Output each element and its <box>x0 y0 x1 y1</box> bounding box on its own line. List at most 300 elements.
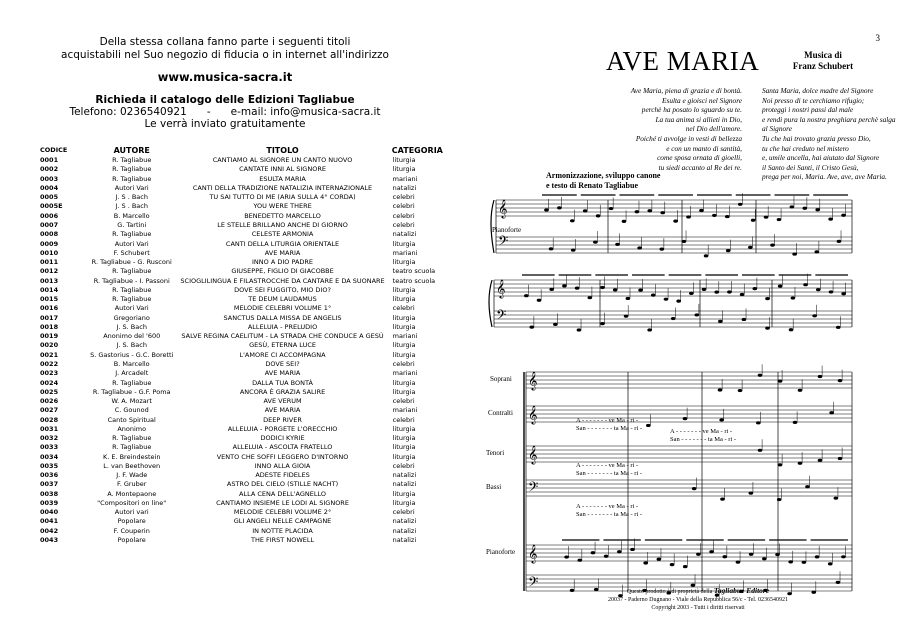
notehead <box>798 462 803 465</box>
table-row <box>40 499 450 508</box>
notehead <box>749 553 754 556</box>
row-code: 0040 <box>40 508 59 517</box>
notehead <box>788 560 793 563</box>
row-category: celebri <box>392 193 415 202</box>
notehead <box>818 375 823 378</box>
row-code: 0015 <box>40 295 59 304</box>
lyric-ave-3: A - - - - - - - ve Ma - ri - <box>576 462 639 469</box>
notehead <box>720 498 725 501</box>
lyric-line: e rendi pura la nostra preghiara perchè salga al Signore <box>762 114 896 134</box>
row-category: mariani <box>392 174 418 183</box>
row-code: 0008 <box>40 230 59 239</box>
row-title: TE DEUM LAUDAMUS <box>248 295 317 304</box>
row-title: DOVE SEI? <box>265 359 300 368</box>
row-code: 0009 <box>40 239 59 248</box>
row-author: R. Tagliabue <box>112 174 152 183</box>
row-author: J. Arcadelt <box>115 369 149 378</box>
lyric-line: prega per noi, Maria. Ave, ave, ave Maria. <box>762 172 887 182</box>
lyric-line: Poiché ti avvolge in vesti di bellezza <box>635 133 742 143</box>
notehead <box>524 294 529 297</box>
row-title: CANTIAMO AL SIGNORE UN CANTO NUOVO <box>212 156 353 165</box>
table-row <box>40 212 450 221</box>
notehead <box>828 562 833 565</box>
notehead <box>613 288 618 291</box>
separator: - <box>206 106 211 118</box>
row-code: 0004 <box>40 183 59 192</box>
notehead <box>646 424 651 427</box>
table-row <box>40 304 450 313</box>
row-category: liturgia <box>392 498 416 507</box>
row-category: natalizi <box>392 517 417 526</box>
notehead <box>600 322 605 325</box>
footer-brand: Tagliabue Editore <box>713 586 770 595</box>
row-category: liturgia <box>392 295 416 304</box>
label-pianoforte-2: Pianoforte <box>486 548 516 556</box>
row-title: DALLA TUA BONTÀ <box>252 378 313 387</box>
row-code: 0024 <box>40 378 59 387</box>
row-category: mariani <box>392 406 418 415</box>
notehead <box>624 315 629 318</box>
row-category: liturgia <box>392 239 416 248</box>
table-row <box>40 490 450 499</box>
table-row <box>40 221 450 230</box>
notehead <box>756 421 761 424</box>
row-title: GESÙ, ETERNA LUCE <box>249 341 316 350</box>
intro-line-2: acquistabili nel Suo negozio di fiducia o in internet all'indirizzo <box>61 49 389 61</box>
notehead <box>792 252 797 255</box>
row-code: 0020 <box>40 341 59 350</box>
lyric-san-4: San - - - - - - - ta Ma - ri - <box>576 511 643 518</box>
notehead <box>553 323 558 326</box>
row-category: celebri <box>392 304 415 313</box>
notehead <box>596 214 601 217</box>
row-category: liturgia <box>392 434 416 443</box>
row-author: R. Tagliabue <box>112 267 152 276</box>
notehead <box>738 389 743 392</box>
notehead <box>557 206 562 209</box>
row-code: 0014 <box>40 285 59 294</box>
notehead <box>564 555 569 558</box>
row-author: Canto Spiritual <box>107 415 156 424</box>
row-author: K. E. Breindestein <box>102 452 161 461</box>
row-code: 0027 <box>40 406 59 415</box>
table-row <box>40 369 450 378</box>
notehead <box>778 285 783 288</box>
row-author: Popolare <box>117 517 146 526</box>
row-category: natalizi <box>392 230 417 239</box>
row-title: SCIOGLILINGUA E FILASTROCCHE DA CANTARE E DA SUONARE <box>180 276 385 285</box>
row-code: 0005E <box>40 202 63 211</box>
notehead <box>671 317 676 320</box>
notehead <box>727 290 732 293</box>
notehead <box>765 327 770 330</box>
row-category: liturgia <box>392 313 416 322</box>
row-category: liturgia <box>392 156 416 165</box>
table-row <box>40 230 450 239</box>
lyric-line: nel Dio dell'amore. <box>685 124 742 134</box>
notehead <box>793 421 798 424</box>
treble-clef-icon: 𝄞 <box>496 279 506 298</box>
intro-text <box>20 36 430 62</box>
notehead <box>753 287 758 290</box>
label-soprani: Soprani <box>490 375 512 383</box>
row-title: ALLELUIA - PRELUDIO <box>247 322 318 331</box>
row-code: 0035 <box>40 461 59 470</box>
label-tenori: Tenori <box>486 449 505 457</box>
email[interactable]: e-mail: info@musica-sacra.it <box>230 106 381 118</box>
notehead <box>617 550 622 553</box>
row-category: liturgia <box>392 443 416 452</box>
row-code: 0041 <box>40 517 59 526</box>
treble-clef-icon: 𝄞 <box>528 405 538 424</box>
row-title: DODICI KYRIE <box>260 434 305 443</box>
table-row <box>40 471 450 480</box>
table-row <box>40 341 450 350</box>
row-author: J. S . Bach <box>115 202 148 211</box>
row-title: GIUSEPPE, FIGLIO DI GIACOBBE <box>231 267 334 276</box>
row-code: 0007 <box>40 220 59 229</box>
notehead <box>635 210 640 213</box>
row-title: CANTI DELLA TRADIZIONE NATALIZIA INTERNAZIONALE <box>192 183 373 192</box>
table-row <box>40 165 450 174</box>
notehead <box>841 292 846 295</box>
table-row <box>40 258 450 267</box>
notehead <box>593 240 598 243</box>
composer-line-2: Franz Schubert <box>792 61 854 71</box>
notehead <box>591 551 596 554</box>
row-category: mariani <box>392 332 418 341</box>
row-author: Popolare <box>117 536 146 545</box>
table-row <box>40 295 450 304</box>
row-title: CANTATE INNI AL SIGNORE <box>239 165 326 174</box>
row-category: celebri <box>392 220 415 229</box>
row-category: liturgia <box>392 322 416 331</box>
notehead <box>742 318 747 321</box>
row-title: DOVE SEI FUGGITO, MIO DIO? <box>234 285 331 294</box>
notehead <box>828 218 833 221</box>
contact-line <box>20 106 430 118</box>
row-author: Autori Vari <box>114 183 149 192</box>
lyric-line: Tu che hai trovato grazia presso Dio, <box>762 133 871 143</box>
row-author: F. Schubert <box>113 248 150 257</box>
notehead <box>562 284 567 287</box>
notehead <box>702 288 707 291</box>
row-author: J. S . Bach <box>115 193 148 202</box>
row-author: C. Gounod <box>114 406 149 415</box>
notehead <box>583 209 588 212</box>
table-row <box>40 388 450 397</box>
lyric-line: e con un manto di santità, <box>666 143 742 153</box>
row-category: liturgia <box>392 341 416 350</box>
row-code: 0002 <box>40 165 59 174</box>
row-author: R. Tagliabue - G. Rusconi <box>91 258 172 267</box>
notehead <box>647 328 652 331</box>
row-title: TU SAI TUTTO DI ME (ARIA SULLA 4° CORDA) <box>209 193 356 202</box>
footer-owner-text: Questo prodotto è di proprietà della <box>626 589 713 595</box>
notehead <box>829 290 834 293</box>
row-category: natalizi <box>392 471 417 480</box>
row-title: IN NOTTE PLACIDA <box>252 526 313 535</box>
notehead <box>726 249 731 252</box>
header-codice: CODICE <box>40 146 68 154</box>
brace <box>489 280 492 327</box>
row-author: Autori vari <box>114 508 149 517</box>
notehead <box>791 296 796 299</box>
table-row <box>40 462 450 471</box>
table-row <box>40 508 450 517</box>
lyric-line: come sposa ornata di gioelli, <box>657 153 742 163</box>
table-row <box>40 175 450 184</box>
table-row <box>40 286 450 295</box>
treble-clef-icon: 𝄞 <box>528 371 538 390</box>
notehead <box>638 288 643 291</box>
row-title: AVE MARIA <box>264 406 301 415</box>
treble-clef-icon: 𝄞 <box>528 544 538 563</box>
notehead <box>588 296 593 299</box>
row-author: R. Tagliabue - I. Passoni <box>93 276 170 285</box>
notehead <box>714 291 719 294</box>
intro-line-1: Della stessa collana fanno parte i seguenti titoli <box>99 36 351 48</box>
notehead <box>816 288 821 291</box>
row-category: liturgia <box>392 489 416 498</box>
row-category: mariani <box>392 369 418 378</box>
notehead <box>670 563 675 566</box>
row-code: 0017 <box>40 313 59 322</box>
row-code: 0021 <box>40 350 59 359</box>
row-author: J. F. Wade <box>116 471 148 480</box>
notehead <box>704 254 709 257</box>
row-title: INNO A DIO PADRE <box>252 258 314 267</box>
notehead <box>834 497 839 500</box>
lyric-line: il Santo dei Santi, il Cristo Gesù, <box>762 162 859 172</box>
row-category: celebri <box>392 202 415 211</box>
notehead <box>802 207 807 210</box>
row-author: F. Gruber <box>117 480 147 489</box>
table-row <box>40 249 450 258</box>
notehead <box>637 246 642 249</box>
row-author: R. Tagliabue <box>112 434 152 443</box>
row-code: 0010 <box>40 248 59 257</box>
notehead <box>803 283 808 286</box>
notehead <box>660 211 665 214</box>
table-row <box>40 276 450 285</box>
row-category: liturgia <box>392 165 416 174</box>
bass-clef-icon: 𝄢 <box>528 574 539 593</box>
row-category: celebri <box>392 397 415 406</box>
table-row <box>40 202 450 211</box>
row-category: liturgia <box>392 424 416 433</box>
notehead <box>789 328 794 331</box>
notehead <box>837 240 842 243</box>
table-row <box>40 378 450 387</box>
row-author: Autori Vari <box>114 304 149 313</box>
notehead <box>749 492 754 495</box>
row-category: natalizi <box>392 183 417 192</box>
row-title: GLI ANGELI NELLE CAMPAGNE <box>233 517 332 526</box>
row-code: 0016 <box>40 304 59 313</box>
footer-line-3: Copyright 2003 - Tutti i diritti riservati <box>651 605 745 611</box>
lyric-line: Noi presso di te cerchiamo rifugio; <box>762 95 865 105</box>
row-code: 0037 <box>40 480 59 489</box>
notehead <box>683 417 688 420</box>
lyric-line: Ave Maria, piena di grazia e di bontà. <box>630 86 742 95</box>
row-author: W. A. Mozart <box>111 397 152 406</box>
notehead <box>544 208 549 211</box>
row-category: liturgia <box>392 350 416 359</box>
catalog-info <box>20 94 430 130</box>
notehead <box>696 553 701 556</box>
treble-clef-icon: 𝄞 <box>528 445 538 464</box>
table-header <box>40 144 450 156</box>
treble-clef-icon: 𝄞 <box>498 199 508 218</box>
table-row <box>40 517 450 526</box>
table-row <box>40 453 450 462</box>
table-row <box>40 267 450 276</box>
notehead <box>777 218 782 221</box>
lyric-line: tu siedi accanto al Re dei re. <box>658 162 742 172</box>
footer-line-2: 20037 - Paderno Dugnano - Viale della Repubblica 56/c - Tel. 0236540921 <box>608 597 788 603</box>
notehead <box>838 379 843 382</box>
composer-line-1: Musica di <box>804 50 842 60</box>
row-title: CELESTE ARMONIA <box>251 230 314 239</box>
notehead <box>673 220 678 223</box>
notehead <box>604 555 609 558</box>
header-categoria: CATEGORIA <box>391 145 443 155</box>
row-title: CANTI DELLA LITURGIA ORIENTALE <box>225 239 340 248</box>
lyric-line: La tua anima si allieti in Dio, <box>655 114 742 124</box>
notehead <box>683 565 688 568</box>
row-title: ALLELUIA - PORGETE L'ORECCHIO <box>227 424 338 433</box>
row-code: 0006 <box>40 211 59 220</box>
label-bassi: Bassi <box>486 483 502 491</box>
notehead <box>651 294 656 297</box>
row-category: natalizi <box>392 526 417 535</box>
lyric-ave-1: A - - - - - - - ve Ma - ri - <box>576 417 639 424</box>
lyric-ave-2: A - - - - - - - ve Ma - ri - <box>670 428 733 435</box>
header-titolo: TITOLO <box>266 145 299 155</box>
row-category: liturgia <box>392 258 416 267</box>
notehead <box>709 550 714 553</box>
notehead <box>775 553 780 556</box>
notehead <box>758 449 763 452</box>
lyric-line: proteggi i nostri passi dal male <box>762 105 854 115</box>
table-row <box>40 332 450 341</box>
notehead <box>689 292 694 295</box>
row-code: 0025 <box>40 387 59 396</box>
table-row <box>40 415 450 424</box>
row-author: A. Montepaone <box>107 489 157 498</box>
notehead <box>838 457 843 460</box>
sent-line: Le verrà inviato gratuitamente <box>144 118 306 130</box>
notehead <box>577 559 582 562</box>
row-author: Anonimo del '600 <box>103 332 161 341</box>
table-row <box>40 360 450 369</box>
notehead <box>725 215 730 218</box>
sheet-music <box>450 0 900 637</box>
row-category: liturgia <box>392 285 416 294</box>
notehead <box>600 286 605 289</box>
row-code: 0005 <box>40 193 59 202</box>
row-code: 0022 <box>40 359 59 368</box>
notehead <box>676 300 681 303</box>
row-code: 0042 <box>40 526 59 535</box>
row-code: 0001 <box>40 156 59 165</box>
row-category: mariani <box>392 248 418 257</box>
notehead <box>841 214 846 217</box>
table-row <box>40 397 450 406</box>
row-category: natalizi <box>392 536 417 545</box>
row-author: R. Tagliabue - G.F. Poma <box>92 387 171 396</box>
notehead <box>549 247 554 250</box>
row-category: celebri <box>392 359 415 368</box>
notehead <box>686 215 691 218</box>
notehead <box>549 288 554 291</box>
table-row <box>40 156 450 165</box>
website-link[interactable]: www.musica-sacra.it <box>157 70 293 84</box>
credit-line-2: e testo di Renato Tagliabue <box>546 181 639 190</box>
notehead <box>692 487 697 490</box>
bass-clef-icon: 𝄢 <box>498 233 509 252</box>
notehead <box>630 548 635 551</box>
table-row <box>40 527 450 536</box>
row-category: celebri <box>392 415 415 424</box>
row-author: Autori Vari <box>114 239 149 248</box>
table-row <box>40 193 450 202</box>
table-row <box>40 184 450 193</box>
notehead <box>659 248 664 251</box>
row-author: R. Tagliabue <box>112 230 152 239</box>
lyric-line: perchè ha posato lo sguardo su te. <box>641 105 742 115</box>
row-author: B. Marcello <box>113 359 150 368</box>
lyric-line: Santa Maria, dolce madre del Signore <box>762 86 874 95</box>
row-author: "Compositori on line" <box>97 498 167 507</box>
table-row <box>40 425 450 434</box>
lyric-san-2: San - - - - - - - ta Ma - ri - <box>670 436 737 443</box>
row-author: R. Tagliabue <box>112 156 152 165</box>
row-category: teatro scuola <box>392 267 436 276</box>
row-title: THE FIRST NOWELL <box>250 536 315 545</box>
notehead <box>802 561 807 564</box>
catalog-table <box>40 144 450 545</box>
row-author: R. Tagliabue <box>112 443 152 452</box>
table-row <box>40 536 450 545</box>
header-autore: AUTORE <box>113 145 150 155</box>
row-code: 0039 <box>40 498 59 507</box>
row-title: MELODIE CELEBRI VOLUME 2° <box>233 508 332 517</box>
row-title: CANTIAMO INSIEME LE LODI AL SIGNORE <box>216 498 349 507</box>
catalog-line: Richieda il catalogo delle Edizioni Tagliabue <box>95 94 355 106</box>
notehead <box>790 205 795 208</box>
row-category: liturgia <box>392 378 416 387</box>
row-author: R. Tagliabue <box>112 295 152 304</box>
row-code: 0033 <box>40 443 59 452</box>
notehead <box>643 561 648 564</box>
notehead <box>818 459 823 462</box>
lyric-line: e, umile ancella, hai aiutato dal Signore <box>762 153 880 163</box>
notehead <box>609 207 614 210</box>
row-author: J. S. Bach <box>116 322 147 331</box>
row-title: ADESTE FIDELES <box>255 471 310 480</box>
notehead <box>626 297 631 300</box>
row-title: ESULTA MARIA <box>259 174 306 183</box>
notehead <box>770 244 775 247</box>
row-author: J. S. Bach <box>116 341 147 350</box>
row-title: LE STELLE BRILLANO ANCHE DI GIORNO <box>217 220 348 229</box>
row-category: celebri <box>392 211 415 220</box>
notehead <box>622 220 627 223</box>
table-row <box>40 406 450 415</box>
notehead <box>836 581 841 584</box>
